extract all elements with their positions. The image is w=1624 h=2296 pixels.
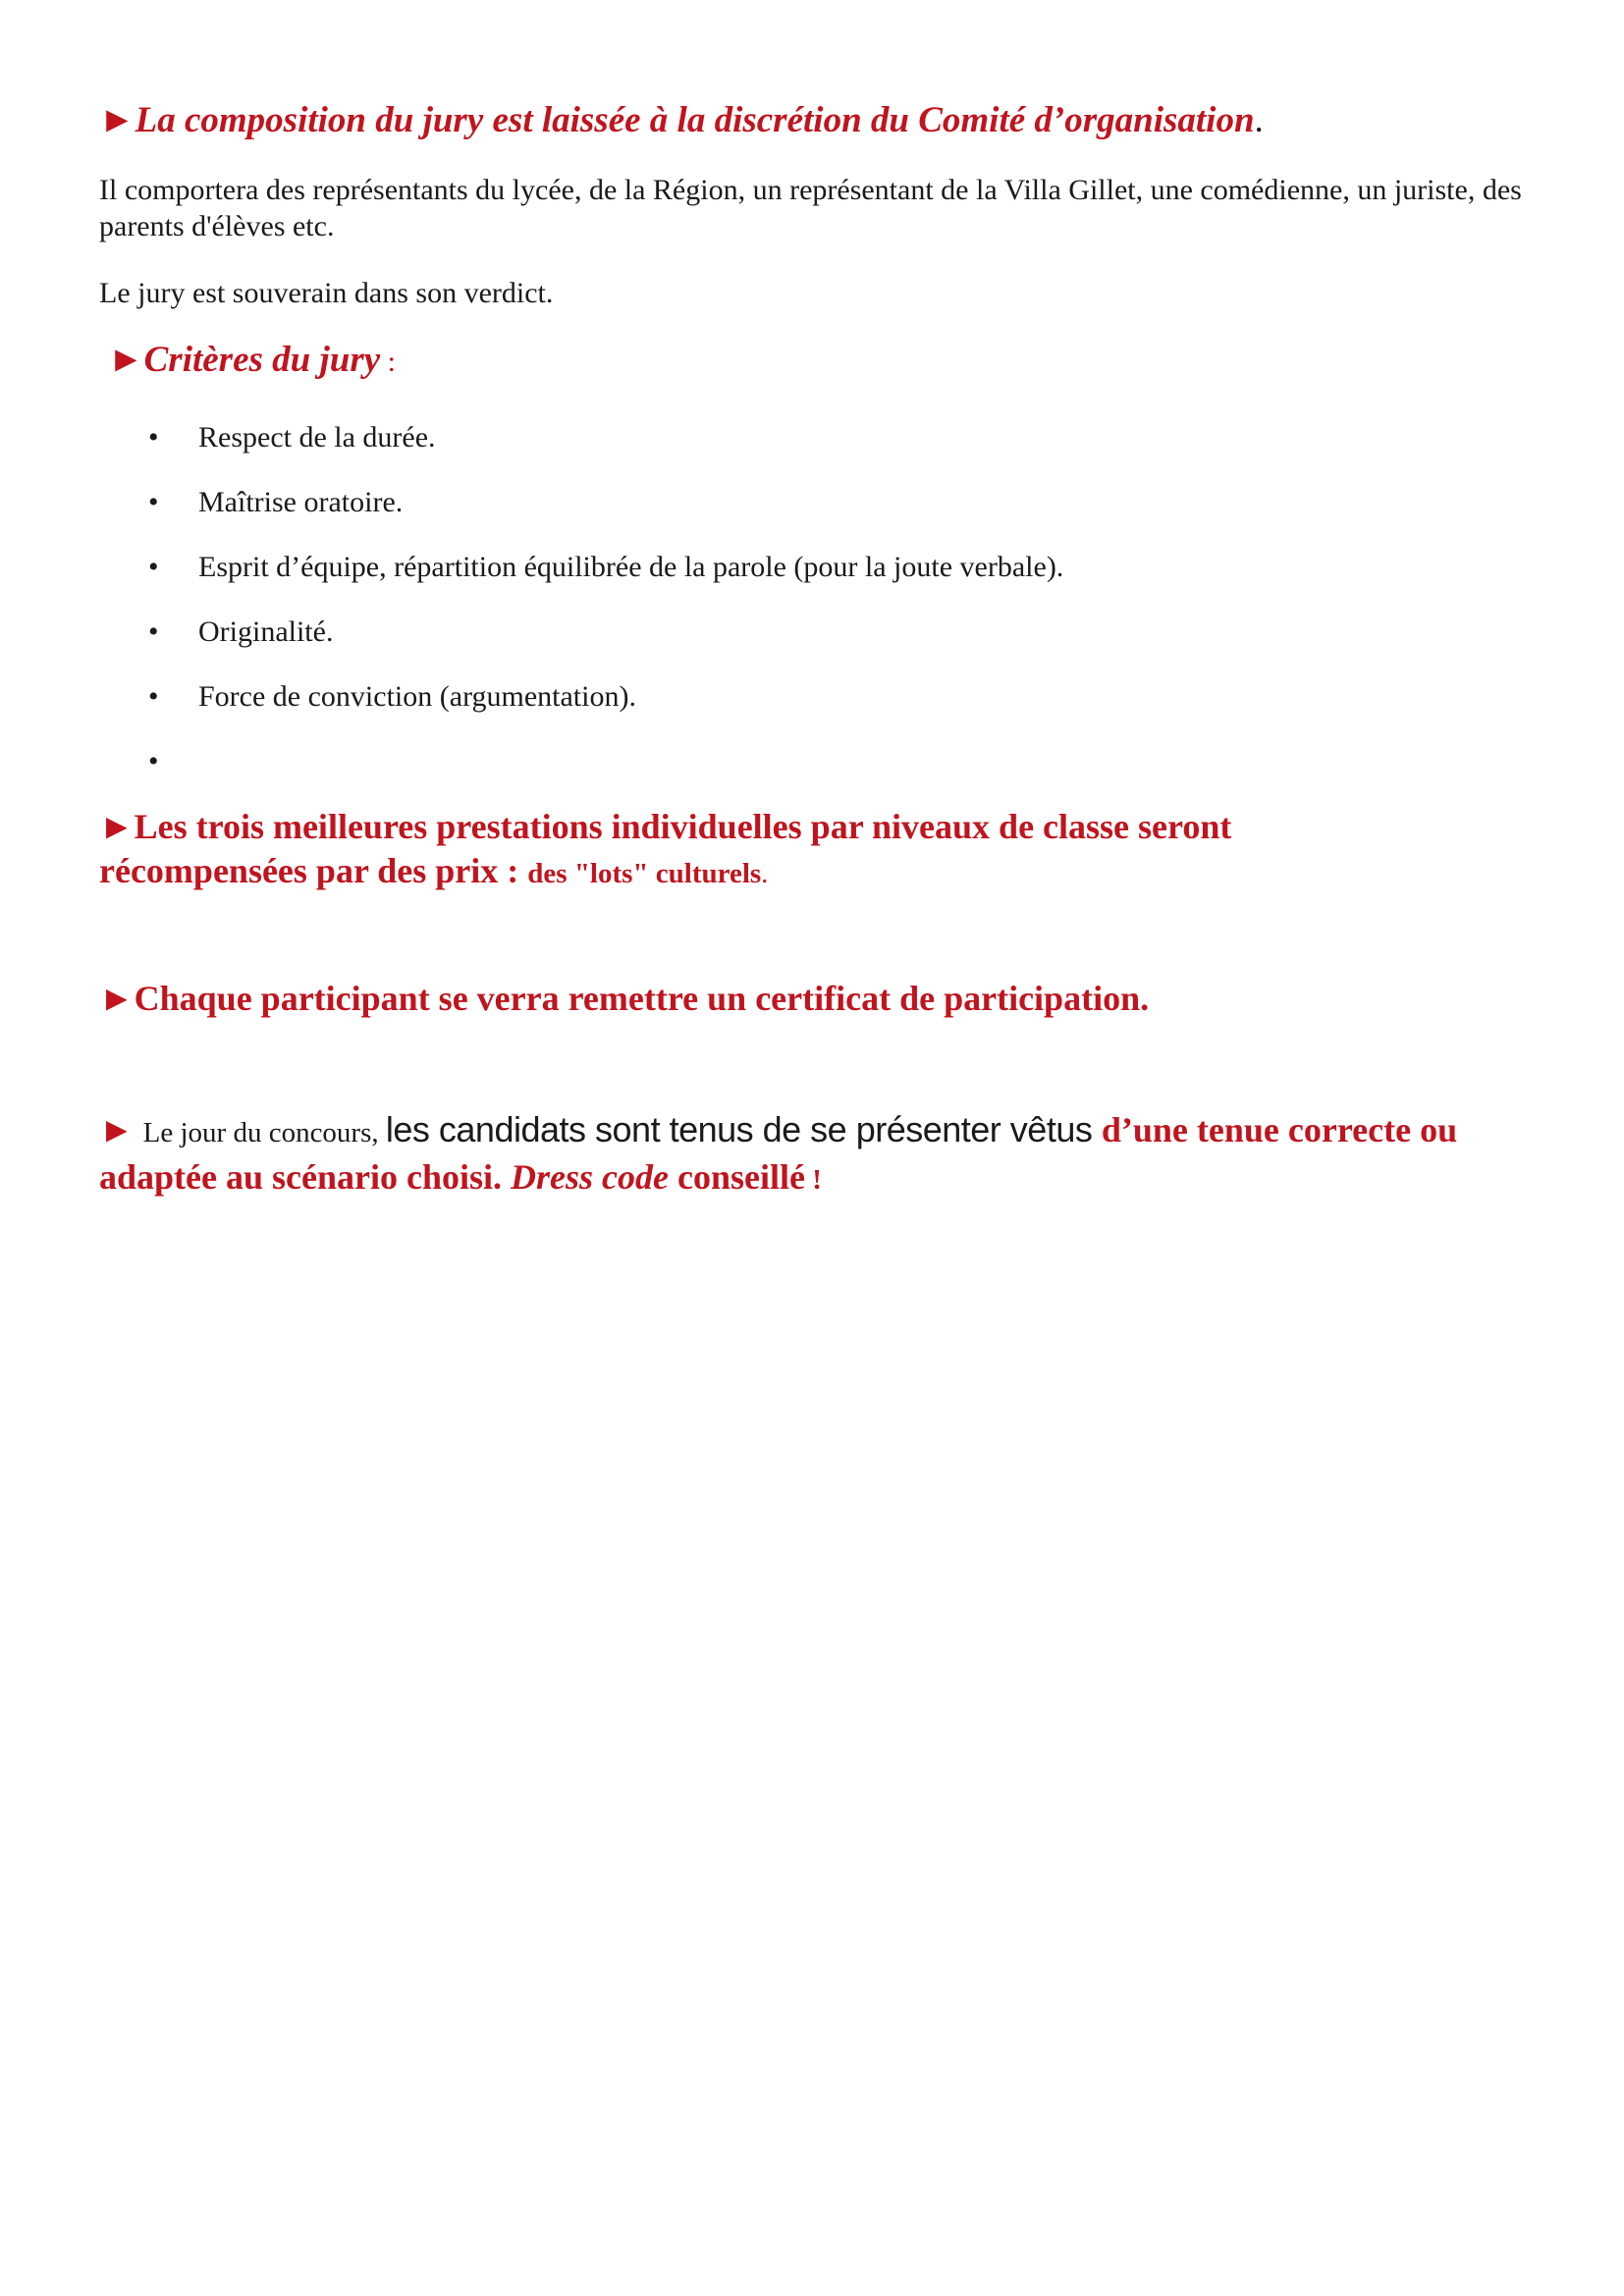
dress-intro: les candidats sont tenus de se présenter vêtus: [385, 1109, 1102, 1149]
dress-bold: d’une tenue correcte ou adaptée au scénario choisi.: [99, 1110, 1458, 1197]
prizes-text: Les trois meilleures prestations individuelles par niveaux de classe seront récompensées par des prix :: [99, 807, 1232, 890]
jury-members-paragraph: Il comportera des représentants du lycée, de la Région, un représentant de la Villa Gillet, une comédienne, un juriste, des parents d'élèves etc.: [99, 174, 1522, 242]
criteria-item-text: Originalité.: [198, 615, 334, 648]
bullet-icon: •: [148, 551, 159, 583]
jury-composition-heading-text: La composition du jury est laissée à la discrétion du Comité d’organisation: [135, 100, 1255, 140]
dress-code-label: Dress code: [511, 1157, 669, 1197]
criteria-item-text: Esprit d’équipe, répartition équilibrée de la parole (pour la joute verbale).: [198, 551, 1064, 583]
prizes-lots: des "lots" culturels: [527, 858, 762, 889]
list-item: [99, 481, 1474, 546]
criteria-heading-colon: :: [380, 346, 397, 378]
list-item: [99, 611, 1474, 675]
criteria-heading-text: Critères du jury: [143, 340, 381, 380]
dress-exclaim: !: [804, 1164, 822, 1196]
jury-composition-heading: [99, 99, 1523, 142]
arrow-marker: ►: [108, 340, 144, 380]
list-item: [99, 416, 1474, 481]
dress-advised: conseillé: [668, 1157, 805, 1197]
criteria-item-text: Respect de la durée.: [198, 421, 436, 454]
certificate-text: Chaque participant se verra remettre un certificat de participation.: [134, 979, 1150, 1018]
dress-intro-small: Le jour du concours,: [142, 1117, 386, 1148]
arrow-marker: ►: [99, 1110, 143, 1149]
criteria-item-text: Force de conviction (argumentation).: [198, 680, 636, 713]
criteria-list: [99, 416, 1474, 805]
bullet-icon: •: [148, 421, 159, 454]
arrow-marker: ►: [99, 807, 135, 846]
arrow-marker: ►: [99, 100, 135, 140]
bullet-icon: •: [148, 615, 159, 648]
criteria-heading: [108, 339, 1532, 384]
bullet-icon: •: [148, 745, 159, 777]
certificate-paragraph: [99, 977, 1523, 1021]
criteria-item-text: Maîtrise oratoire.: [198, 486, 404, 518]
bullet-icon: •: [148, 680, 159, 713]
bullet-icon: •: [148, 486, 159, 518]
list-item: [99, 675, 1474, 740]
arrow-marker: ►: [99, 979, 135, 1018]
jury-composition-heading-end: .: [1254, 100, 1264, 140]
prizes-end: .: [761, 858, 769, 889]
dress-code-paragraph: [99, 1107, 1533, 1202]
list-item: [99, 546, 1474, 611]
list-item: [99, 740, 1474, 805]
prizes-paragraph: [99, 805, 1395, 896]
jury-sovereign-paragraph: Le jury est souverain dans son verdict.: [99, 277, 554, 309]
